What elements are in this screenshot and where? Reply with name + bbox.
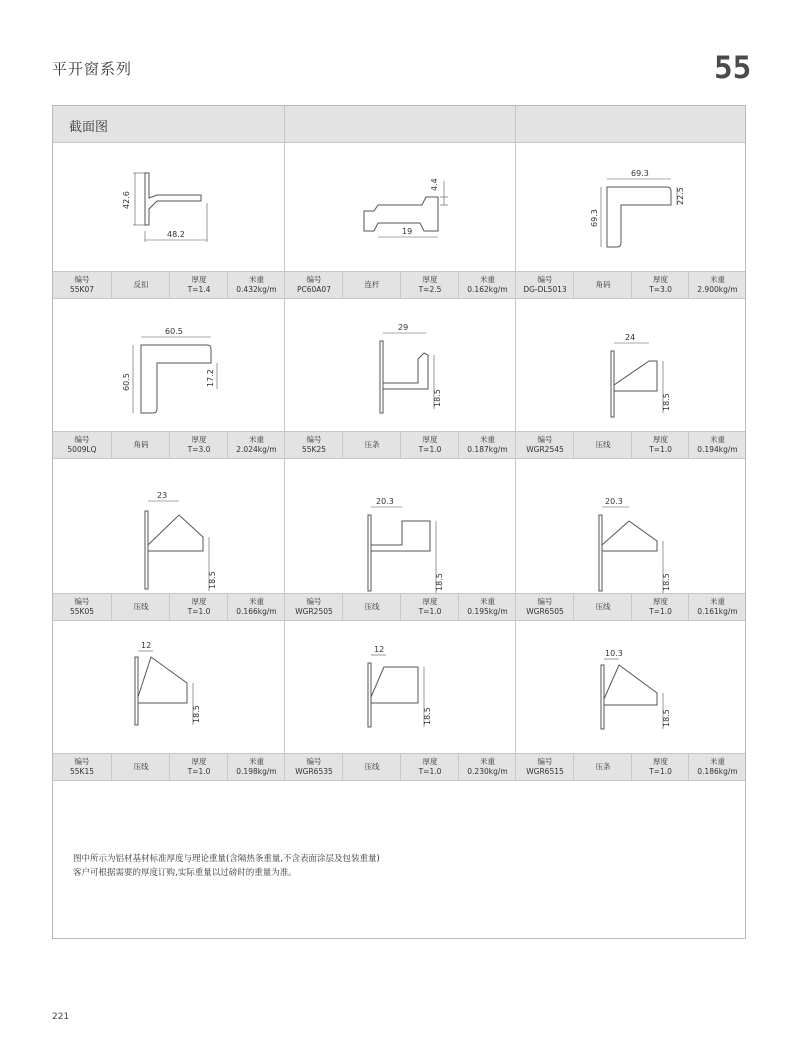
dimension-label: 4.4: [430, 178, 439, 191]
thickness-cell: 厚度 T=1.0: [400, 594, 459, 620]
dimension-label: 18.5: [662, 393, 671, 411]
name-cell: 压条: [342, 432, 401, 458]
dimension-label: 60.5: [122, 373, 131, 391]
name-cell: 压条: [573, 754, 632, 780]
code-cell: 编号 DG-DL5013: [515, 272, 574, 298]
profile-drawing-WGR6535: [284, 621, 515, 753]
thickness-cell: 厚度 T=1.0: [169, 754, 228, 780]
profile-drawing-WGR6515: [515, 621, 746, 753]
name-cell: 反扣: [111, 272, 170, 298]
dimension-label: 29: [398, 323, 409, 332]
page-label: 55: [714, 50, 752, 86]
profile-drawing-DG-DL5013: [515, 143, 746, 271]
weight-cell: 米重 0.195kg/m: [458, 594, 516, 620]
dimension-label: 23: [157, 491, 168, 500]
table-row: [53, 753, 745, 781]
profile-drawing-5009LQ: [53, 299, 284, 431]
name-cell: 压线: [111, 754, 170, 780]
name-cell: 压线: [342, 594, 401, 620]
code-cell: 编号 5009LQ: [67, 435, 97, 454]
weight-cell: 米重 2.024kg/m: [227, 432, 285, 458]
weight-cell: 米重 0.166kg/m: [227, 594, 285, 620]
thickness-cell: 厚度 T=1.0: [631, 594, 689, 620]
dimension-label: 20.3: [605, 497, 623, 506]
name-cell: 压线: [573, 594, 632, 620]
dimension-label: 12: [374, 645, 385, 654]
thickness-cell: 厚度 T=2.5: [400, 272, 459, 298]
profile-table: [52, 105, 746, 939]
dimension-label: 18.5: [435, 573, 444, 591]
section-title: 截面图: [69, 120, 109, 135]
dimension-label: 42.6: [122, 191, 131, 209]
dimension-label: 19: [402, 227, 413, 236]
folio-number: 221: [52, 1012, 70, 1022]
weight-cell: 米重 0.230kg/m: [458, 754, 516, 780]
dimension-label: 17.2: [206, 369, 215, 387]
name-cell: 角码: [573, 272, 632, 298]
dimension-label: 60.5: [165, 327, 183, 336]
weight-cell: 米重 0.186kg/m: [688, 754, 746, 780]
weight-cell: 米重 0.187kg/m: [458, 432, 516, 458]
name-cell: 角码: [111, 432, 170, 458]
thickness-cell: 厚度 T=1.0: [631, 754, 689, 780]
name-cell: 压线: [111, 594, 170, 620]
weight-cell: 米重 0.198kg/m: [227, 754, 285, 780]
weight-cell: 米重 2.900kg/m: [688, 272, 746, 298]
code-cell: 编号 WGR6535: [284, 754, 343, 780]
table-header: [53, 106, 745, 143]
code-cell: 编号 WGR2505: [284, 594, 343, 620]
profile-drawing-WGR2545: [515, 299, 746, 431]
footnote: [73, 852, 380, 880]
weight-cell: 米重 0.432kg/m: [227, 272, 285, 298]
code-cell: 编号 55K05: [69, 597, 94, 616]
thickness-cell: 厚度 T=3.0: [631, 272, 689, 298]
name-cell: 压线: [573, 432, 632, 458]
dimension-label: 18.5: [433, 389, 442, 407]
series-title: 平开窗系列: [52, 60, 133, 78]
thickness-cell: 厚度 T=1.0: [400, 432, 459, 458]
dimension-label: 48.2: [167, 230, 185, 239]
code-cell: 编号 WGR6505: [515, 594, 574, 620]
profile-drawing-55K15: [53, 621, 284, 753]
footnote-line: 图中所示为铝材基材标准厚度与理论重量(含隔热条重量,不含表面涂层及包装重量): [73, 854, 380, 864]
thickness-cell: 厚度 T=3.0: [169, 432, 228, 458]
table-row: [53, 271, 745, 299]
dimension-label: 69.3: [631, 169, 649, 178]
code-cell: 编号 55K25: [284, 432, 343, 458]
code-cell: 编号 PC60A07: [284, 272, 343, 298]
thickness-cell: 厚度 T=1.0: [169, 594, 228, 620]
code-cell: 编号 55K15: [69, 757, 94, 776]
dimension-label: 18.5: [423, 707, 432, 725]
dimension-label: 10.3: [605, 649, 623, 658]
dimension-label: 69.3: [590, 209, 599, 227]
dimension-label: 12: [141, 641, 152, 650]
thickness-cell: 厚度 T=1.0: [400, 754, 459, 780]
code-cell: 编号 WGR6515: [515, 754, 574, 780]
dimension-label: 24: [625, 333, 636, 342]
weight-cell: 米重 0.162kg/m: [458, 272, 516, 298]
dimension-label: 22.5: [676, 187, 685, 205]
dimension-label: 18.5: [192, 705, 201, 723]
dimension-label: 20.3: [376, 497, 394, 506]
table-row: [53, 431, 745, 459]
name-cell: 压线: [342, 754, 401, 780]
footnote-line: 客户可根据需要的厚度订购,实际重量以过磅时的重量为准。: [73, 868, 297, 878]
dimension-label: 18.5: [662, 573, 671, 591]
profile-drawing-PC60A07: [284, 143, 515, 271]
code-cell: 编号 55K07: [69, 275, 94, 294]
weight-cell: 米重 0.161kg/m: [688, 594, 746, 620]
profile-drawing-55K25: [284, 299, 515, 431]
code-cell: 编号 WGR2545: [515, 432, 574, 458]
dimension-label: 18.5: [208, 571, 217, 589]
thickness-cell: 厚度 T=1.0: [631, 432, 689, 458]
table-row: [53, 593, 745, 621]
profile-drawing-55K07: [53, 143, 284, 271]
dimension-label: 18.5: [662, 709, 671, 727]
thickness-cell: 厚度 T=1.4: [169, 272, 228, 298]
weight-cell: 米重 0.194kg/m: [688, 432, 746, 458]
name-cell: 连杆: [342, 272, 401, 298]
